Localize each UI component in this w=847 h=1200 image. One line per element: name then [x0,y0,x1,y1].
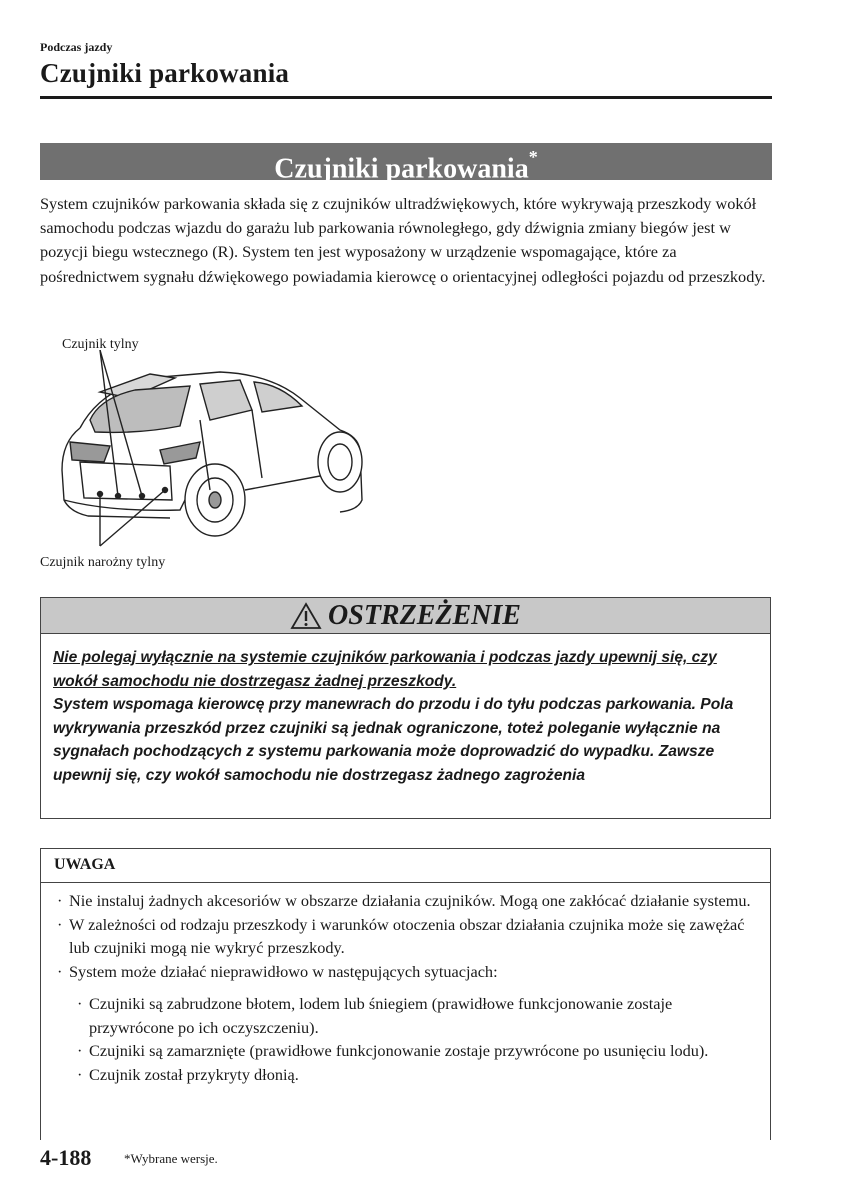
optional-mark: * [528,147,538,167]
warning-body [53,646,765,788]
note-sublist [55,992,760,1087]
note-subitem: · Czujnik został przykryty dłonią. [75,1063,760,1087]
warning-triangle-icon [290,602,322,630]
section-banner [40,143,772,185]
warning-header [41,598,770,634]
warning-lead: Nie polegaj wyłącznie na systemie czujników parkowania i podczas jazdy upewnij się, czy wokół samochodu nie dostrzegasz żadnej przeszkody. [53,649,717,690]
warning-title: OSTRZEŻENIE [328,599,521,631]
note-header: UWAGA [41,849,770,883]
page-title: Czujniki parkowania [40,58,290,88]
note-box [40,848,771,1140]
intro-paragraph: System czujników parkowania składa się z czujników ultradźwiękowych, które wykrywają przeszkody wokół samochodu podczas wjazdu do garażu lub parkowania równoległego, gdy dźwignia zmiany biegów jest w pozycji biegu wstecznego (R). System ten jest wyposażony w urządzenie wspomagające, które za pośrednictwem sygnału dźwiękowego powiadamia kierowcę o orientacyjnej odległości pojazdu od przeszkody. [40,194,766,286]
title-rule [40,96,772,99]
warning-box [40,597,771,819]
footnote: *Wybrane wersje. [124,1151,218,1166]
banner-title: Czujniki parkowania [274,153,529,185]
warning-text: System wspomaga kierowcę przy manewrach do przodu i do tyłu podczas parkowania. Pola wykrywania przeszkód przez czujniki są jednak ograniczone, toteż poleganie wyłącznie na sygnałach pochodzących z systemu parkowania może doprowadzić do wypadku. Zawsze upewnij się, czy wokół samochodu nie dostrzegasz żadnego zagrożenia [53,696,734,784]
car-rear-illustration [40,350,380,550]
figure-label-corner-sensor: Czujnik narożny tylny [40,555,166,570]
note-subitem: · Czujniki są zamarznięte (prawidłowe funkcjonowanie zostaje przywrócone po usunięciu lodu). [75,1039,760,1063]
note-subitem: · Czujniki są zabrudzone błotem, lodem lub śniegiem (prawidłowe funkcjonowanie zostaje przywrócone po ich oczyszczeniu). [75,992,760,1039]
note-list [55,889,760,1087]
note-item: · Nie instaluj żadnych akcesoriów w obszarze działania czujników. Mogą one zakłócać działanie systemu. [55,889,760,913]
page-number: 4-188 [40,1145,92,1170]
figure-label-rear-sensor: Czujnik tylny [62,337,139,352]
section-label: Podczas jazdy [40,40,113,54]
note-item: · System może działać nieprawidłowo w następujących sytuacjach: [55,960,760,984]
note-item: · W zależności od rodzaju przeszkody i warunków otoczenia obszar działania czujnika może się zawężać lub czujniki mogą nie wykryć przeszkody. [55,913,760,960]
